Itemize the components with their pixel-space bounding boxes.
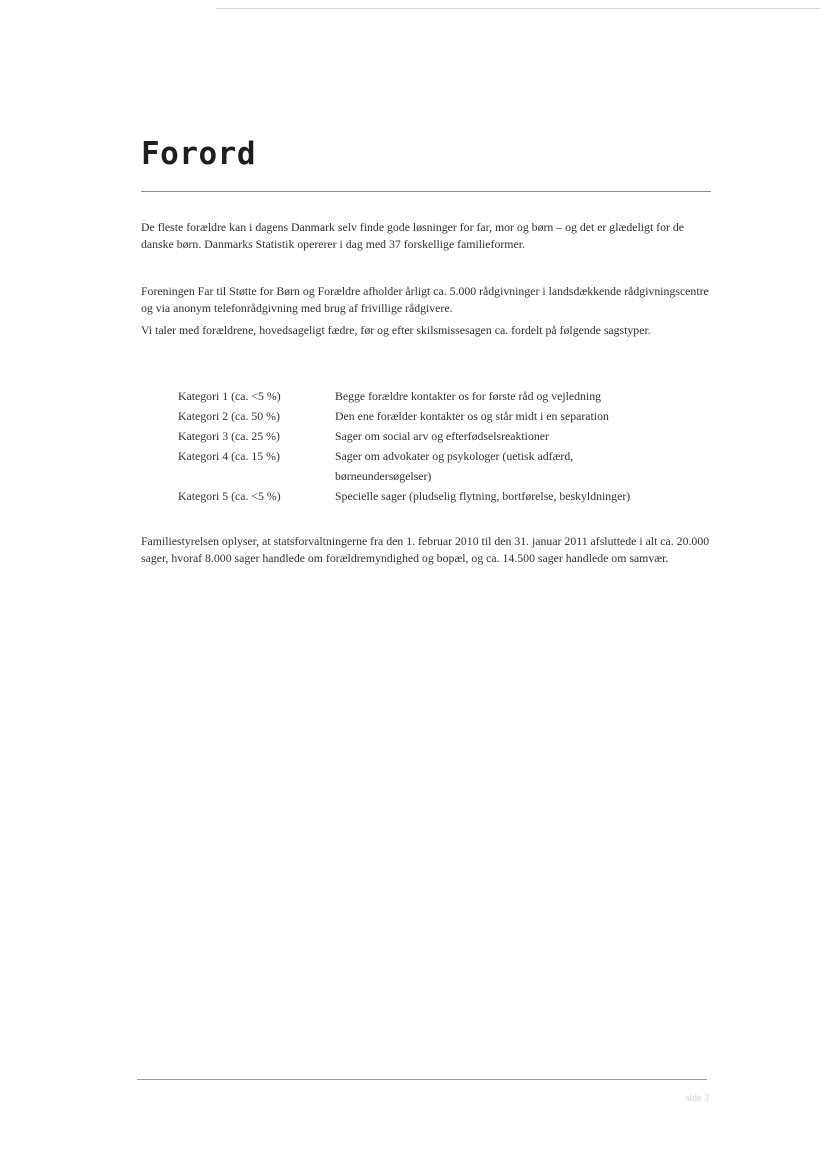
category-label: Kategori 1 (ca. <5 %): [178, 389, 281, 403]
title-divider: [141, 191, 711, 192]
page-title: Forord: [141, 136, 256, 172]
footer-divider: [137, 1079, 707, 1080]
association-paragraph: Foreningen Far til Støtte for Børn og Forældre afholder årligt ca. 5.000 rådgivninger i landsdækkende rådgivningscentre og via anonym telefonrådgivning med brug af frivillige rådgivere.: [141, 284, 709, 315]
closing-paragraph: Familiestyrelsen oplyser, at statsforvaltningerne fra den 1. februar 2010 til den 31. januar 2011 afsluttede i alt ca. 20.000 sager, hvoraf 8.000 sager handlede om forældremyndighed og bopæl, og ca. 14.500 sager handlede om samvær.: [141, 534, 710, 565]
category-row: [178, 426, 698, 446]
category-description: Begge forældre kontakter os for første råd og vejledning: [335, 389, 602, 403]
category-description: Den ene forælder kontakter os og står midt i en separation: [335, 409, 609, 423]
category-description: Sager om social arv og efterfødselsreaktioner: [335, 429, 549, 443]
category-label: Kategori 5 (ca. <5 %): [178, 489, 281, 503]
category-description: Specielle sager (pludselig flytning, bortførelse, beskyldninger): [335, 489, 631, 503]
category-row: [178, 446, 698, 486]
scan-edge-line: [216, 8, 820, 9]
category-label: Kategori 4 (ca. 15 %): [178, 449, 280, 463]
category-row: [178, 386, 698, 406]
category-label: Kategori 3 (ca. 25 %): [178, 429, 280, 443]
category-row: [178, 486, 698, 506]
intro-paragraph: De fleste forældre kan i dagens Danmark selv finde gode løsninger for far, mor og børn – og det er glædeligt for de danske børn. Danmarks Statistik opererer i dag med 37 forskellige familieformer.: [141, 220, 685, 251]
category-description: Sager om advokater og psykologer (uetisk adfærd, børneundersøgelser): [335, 449, 574, 483]
category-label: Kategori 2 (ca. 50 %): [178, 409, 280, 423]
category-row: [178, 406, 698, 426]
page-number: side 3: [685, 1093, 709, 1104]
category-list: [178, 386, 698, 506]
case-types-paragraph: Vi taler med forældrene, hovedsageligt fædre, før og efter skilsmissesagen ca. fordelt på følgende sagstyper.: [141, 323, 651, 337]
